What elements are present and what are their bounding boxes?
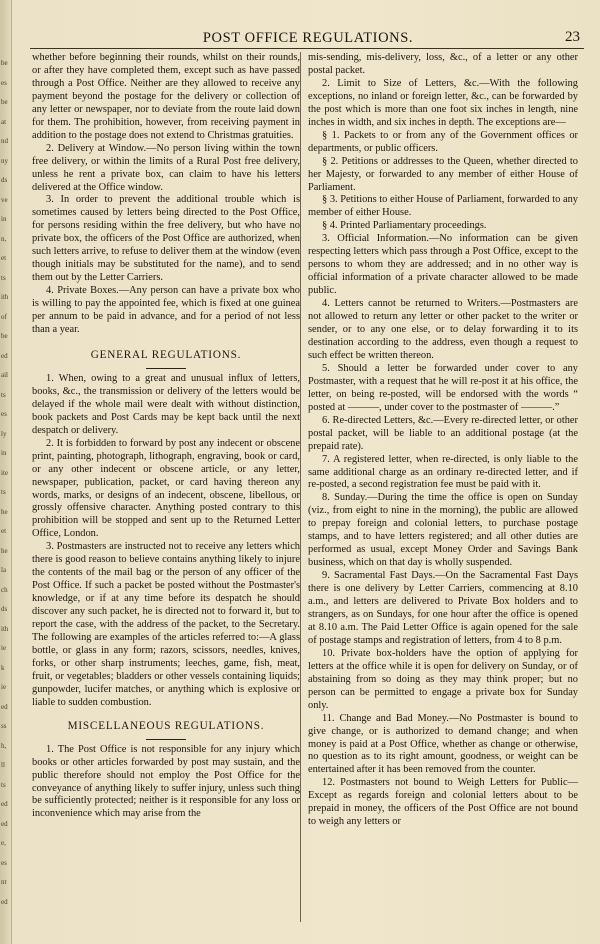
margin-fragment: es — [1, 858, 7, 867]
column-divider — [300, 52, 301, 922]
margin-fragment: ie — [1, 644, 7, 652]
binding-gutter — [0, 0, 12, 944]
paragraph-exception-1: § 1. Packets to or from any of the Government offices or departments, or public officers. — [308, 129, 578, 154]
paragraph-sunday: 8. Sunday.—During the time the office is open on Sunday (viz., from eight to nine in the morning), the public are allowed to prepay foreign and colonial letters, to purchase postage stamps, and to have letters registered; and all other duties are performed as usual, except Money Order and Savings Bank business, which on that day is wholly suspended. — [308, 492, 578, 569]
margin-fragment: ts — [1, 488, 6, 496]
margin-fragment: ss — [1, 722, 7, 730]
paragraph-general-1: 1. When, owing to a great and unusual influx of letters, books, &c., the transmission or delivery of the letters would be delayed if the whole mail were dealt with without distinction, book packets and Post Cards may be kept back until the next despatch or delivery. — [32, 372, 300, 436]
paragraph-private-box-holders: 10. Private box-holders have the option of applying for letters at the office while it is open for delivery on Sunday, or of abstaining from so doing as they may think proper; but no person can be permitted to engage a private box for Sunday only. — [308, 647, 578, 711]
margin-fragment: he — [1, 546, 8, 555]
paragraph-general-3: 3. Postmasters are instructed not to receive any letters which there is good reason to believe contains anything likely to injure the contents of the mail bag or the person of any officer of the Post Office. If such a packet be posted without the Postmaster's knowledge, or if at any time before its despatch he should discover any such packet, he is directed not to forward it, but to report the case, with the address of the packet, to the Secretary. The following are examples of the articles referred to:—A glass bottle, or glass in any form; razors, scissors, needles, knives, forks, or other sharp instruments; leeches, game, fish, meat, fruit, or vegetables; bladders or other vessels containing liquids; gunpowder, lucifer matches, or anything which is explosive or liable to sudden combustion. — [32, 541, 300, 708]
running-head — [28, 28, 588, 48]
margin-fragment: in — [1, 215, 7, 223]
right-column — [308, 52, 578, 829]
margin-fragment: of — [1, 312, 7, 321]
paragraph-exception-3: § 3. Petitions to either House of Parliament, forwarded to any member of either House. — [308, 194, 578, 219]
page-number: 23 — [565, 29, 580, 45]
margin-fragment: k — [1, 663, 5, 672]
margin-fragment: ds — [1, 176, 8, 184]
paragraph-directed-letters: 3. In order to prevent the additional trouble which is sometimes caused by letters being directed to the Post Office, for persons residing within the free delivery, but who have no private box, the officers of the Post Office are authorized, when such letters arrive, to refuse to deliver them at the window (even though initials may be substituted for the name), and to send them out by the Letter Carriers. — [32, 194, 300, 284]
margin-fragment: n, — [1, 234, 7, 243]
margin-fragment: he — [1, 507, 8, 516]
margin-fragment: la — [1, 566, 7, 574]
margin-fragment: be — [1, 59, 8, 67]
margin-fragment: ve — [1, 195, 8, 204]
margin-fragment: e, — [1, 839, 6, 847]
margin-fragment: ith — [1, 293, 9, 301]
margin-fragment: et — [1, 527, 7, 535]
margin-fragment: nt — [1, 878, 7, 886]
margin-fragment: ly — [1, 429, 7, 438]
margin-fragment: ch — [1, 585, 8, 594]
paragraph-continued: whether before beginning their rounds, whilst on their rounds, or after they have completed them, except such as have passed through a Post Office. Neither are they allowed to receive any payment beyond the postage for the delivery or collection of any letter or newspaper, nor to deviate from the route laid down for them. The prohibition, however, from receiving payment in addition to the postage does not extend to Christmas gratuities. — [32, 52, 300, 141]
paragraph-weigh-letters: 12. Postmasters not bound to Weigh Letters for Public—Except as regards foreign and colonial letters about to be prepaid in money, the officers of the Post Office are not bound to weigh any letters or — [308, 777, 578, 828]
margin-fragment: es — [1, 410, 7, 418]
margin-fragment: nd — [1, 137, 8, 145]
margin-fragment: ed — [1, 702, 8, 711]
paragraph-change-bad-money: 11. Change and Bad Money.—No Postmaster is bound to give change, or is authorized to demand change; and when money is paid at a Post Office, whether as change or otherwise, no question as to its right amount, goodness, or weight can be entertained after it has been removed from the counter. — [308, 712, 578, 776]
margin-fragment: et — [1, 254, 7, 262]
heading-general-regulations: GENERAL REGULATIONS. — [90, 348, 242, 361]
paragraph-exception-4: § 4. Printed Parliamentary proceedings. — [322, 220, 487, 232]
heading-rule — [146, 368, 186, 369]
margin-fragment: ed — [1, 800, 8, 808]
running-title: POST OFFICE REGULATIONS. — [202, 30, 414, 46]
margin-fragment: h, — [1, 741, 7, 750]
margin-fragment: at — [1, 117, 7, 126]
margin-fragment: ts — [1, 780, 6, 789]
margin-fragment: be — [1, 332, 8, 340]
margin-fragment: ds — [1, 605, 8, 613]
margin-fragment: ail — [1, 371, 8, 379]
heading-miscellaneous-regulations: MISCELLANEOUS REGULATIONS. — [67, 719, 265, 732]
paragraph-exception-2: § 2. Petitions or addresses to the Queen, whether directed to her Majesty, or forwarded to any member of either House of Parliament. — [308, 155, 578, 193]
margin-fragment: ts — [1, 273, 6, 282]
margin-fragment: ie — [1, 683, 7, 691]
paragraph-misc-1: 1. The Post Office is not responsible for any injury which books or other articles forwarded by post may sustain, and the public therefore should not employ the Post Office for the conveyance of anything likely to suffer injury, unless such thing be sufficiently protected; neither is it responsible for any loss or inconvenience which may arise from the — [32, 743, 300, 820]
paragraph-general-2: 2. It is forbidden to forward by post any indecent or obscene print, painting, photograph, lithograph, engraving, book or card, or any other indecent or obscene article, or any letter, newspaper, publication, packet, or card having thereon any words, marks, or designs of an indecent, obscene, libellous, or grossly offensive character. Anything posted contrary to this prohibition will be stopped and sent up to the Returned Letter Office, London. — [32, 437, 300, 540]
margin-fragment: ed — [1, 897, 8, 906]
margin-fragment: be — [1, 98, 8, 106]
paragraph-re-directed: 6. Re-directed Letters, &c.—Every re-directed letter, or other postal packet, will be liable to an additional postage (at the prepaid rate). — [308, 414, 578, 452]
margin-fragment: ts — [1, 390, 6, 399]
heading-rule — [146, 739, 186, 740]
paragraph-letters-not-returned: 4. Letters cannot be returned to Writers.—Postmasters are not allowed to return any letter or other packet to the writer or sender, or to any one else, or to delay forwarding it to its destination according to the address, even though a request to such effect be written thereon. — [308, 298, 578, 361]
margin-fragment: es — [1, 78, 7, 87]
margin-fragment: ed — [1, 819, 8, 828]
margin-fragment: ite — [1, 468, 8, 477]
margin-fragment: ed — [1, 351, 8, 360]
paragraph-size-limit: 2. Limit to Size of Letters, &c.—With the following exceptions, no inland or foreign letter, &c., can be forwarded by the post which is more than one foot six inches in length, nine inches in width, and six inches in depth. The exceptions are— — [308, 77, 578, 128]
margin-fragment: ll — [1, 761, 5, 769]
margin-fragment: in — [1, 449, 7, 457]
paragraph-registered: 7. A registered letter, when re-directed, is only liable to the same additional charge as an ordinary re-directed letter, and if re-posted, a second registration fee must be paid with it. — [308, 453, 578, 491]
paragraph-re-post: 5. Should a letter be forwarded under cover to any Postmaster, with a request that he will re-post it at his office, the letter, on being re-posted, will be endorsed with the words “ posted at ———, under cover to the postmaster of ———.” — [308, 362, 578, 413]
paragraph-delivery-at-window: 2. Delivery at Window.—No person living within the town free delivery, or within the limits of a Rural Post free delivery, unless he rent a private box, can claim to have his letters delivered at the Office window. — [32, 142, 300, 193]
margin-fragment: ith — [1, 624, 9, 633]
paragraph-private-boxes: 4. Private Boxes.—Any person can have a private box who is willing to pay the appointed fee, which is fixed at one guinea per annum to be paid in advance, and for a period of not less than a year. — [32, 285, 300, 336]
paragraph-official-information: 3. Official Information.—No information can be given respecting letters which pass through a Post Office, except to the persons to whom they are addressed; and in no other way is official information of a private character allowed to be made public. — [308, 233, 578, 297]
header-rule — [30, 48, 584, 49]
left-column — [32, 52, 300, 821]
paragraph-fast-days: 9. Sacramental Fast Days.—On the Sacramental Fast Days there is one delivery by Letter Carriers, commencing at 8.10 a.m., and letters are delivered to Private Box holders and to strangers, as on Sundays, for one hour after the office is opened at 8.10 a.m. The Paid Letter Office is again opened for the sale of postage stamps and registration of letters, from 4 to 8 p.m. — [308, 570, 578, 646]
paragraph-continued: mis-sending, mis-delivery, loss, &c., of a letter or any other postal packet. — [308, 52, 578, 76]
margin-fragment: ny — [1, 156, 8, 165]
